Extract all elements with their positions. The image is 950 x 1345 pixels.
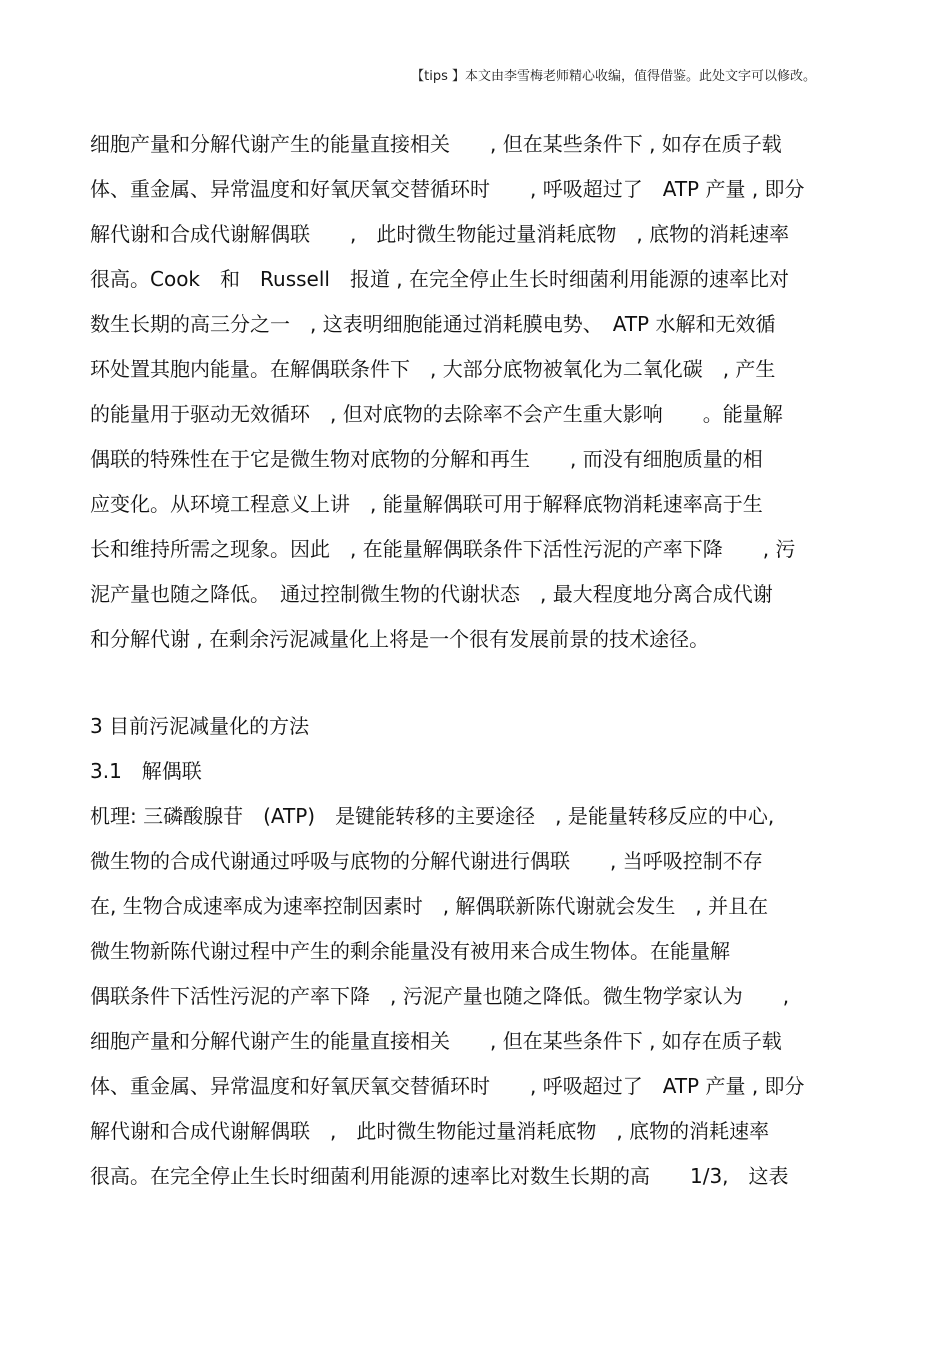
text-line: 的能量用于驱动无效循环 , 但对底物的去除率不会产生重大影响 。能量解 [90, 402, 783, 426]
text-line: 应变化。从环境工程意义上讲 , 能量解偶联可用于解释底物消耗速率高于生 [90, 492, 763, 516]
text-line: 和分解代谢 , 在剩余污泥减量化上将是一个很有发展前景的技术途径。 [90, 627, 710, 651]
text-line: 偶联的特殊性在于它是微生物对底物的分解和再生 , 而没有细胞质量的相 [90, 447, 763, 471]
tips-header-note: 【tips 】本文由李雪梅老师精心收编，值得借鉴。此处文字可以修改。 [411, 69, 816, 84]
text-line: 体、重金属、异常温度和好氧厌氧交替循环时 , 呼吸超过了 ATP 产量 , 即分 [90, 1074, 805, 1098]
text-line: 体、重金属、异常温度和好氧厌氧交替循环时 , 呼吸超过了 ATP 产量 , 即分 [90, 177, 805, 201]
text-line: 微生物的合成代谢通过呼吸与底物的分解代谢进行偶联 , 当呼吸控制不存 [90, 849, 763, 873]
section-heading: 3 目前污泥减量化的方法 [90, 714, 310, 738]
text-line: 解代谢和合成代谢解偶联 , 此时微生物能过量消耗底物 , 底物的消耗速率 [90, 1119, 770, 1143]
text-line: 很高。在完全停止生长时细菌利用能源的速率比对数生长期的高 1/3, 这表 [90, 1164, 789, 1188]
text-line: 微生物新陈代谢过程中产生的剩余能量没有被用来合成生物体。在能量解 [90, 939, 730, 963]
body-paragraph-1 [90, 122, 865, 662]
text-line: 环处置其胞内能量。在解偶联条件下 , 大部分底物被氧化为二氧化碳 , 产生 [90, 357, 776, 381]
text-line: 细胞产量和分解代谢产生的能量直接相关 , 但在某些条件下 , 如存在质子载 [90, 1029, 782, 1053]
subsection-heading: 3.1 解偶联 [90, 759, 202, 783]
text-line: 解代谢和合成代谢解偶联 , 此时微生物能过量消耗底物 , 底物的消耗速率 [90, 222, 790, 246]
text-line: 长和维持所需之现象。因此 , 在能量解偶联条件下活性污泥的产率下降 , 污 [90, 537, 796, 561]
text-line: 很高。Cook 和 Russell 报道 , 在完全停止生长时细菌利用能源的速率比对 [90, 267, 790, 291]
body-paragraph-2 [90, 794, 865, 1199]
text-line: 泥产量也随之降低。 通过控制微生物的代谢状态 , 最大程度地分离合成代谢 [90, 582, 773, 606]
text-line: 细胞产量和分解代谢产生的能量直接相关 , 但在某些条件下 , 如存在质子载 [90, 132, 782, 156]
text-line: 在, 生物合成速率成为速率控制因素时 , 解偶联新陈代谢就会发生 , 并且在 [90, 894, 769, 918]
text-line: 偶联条件下活性污泥的产率下降 , 污泥产量也随之降低。微生物学家认为 , [90, 984, 790, 1008]
text-line: 机理: 三磷酸腺苷 (ATP) 是键能转移的主要途径 , 是能量转移反应的中心, [90, 804, 775, 828]
text-line: 数生长期的高三分之一 , 这表明细胞能通过消耗膜电势、 ATP 水解和无效循 [90, 312, 776, 336]
